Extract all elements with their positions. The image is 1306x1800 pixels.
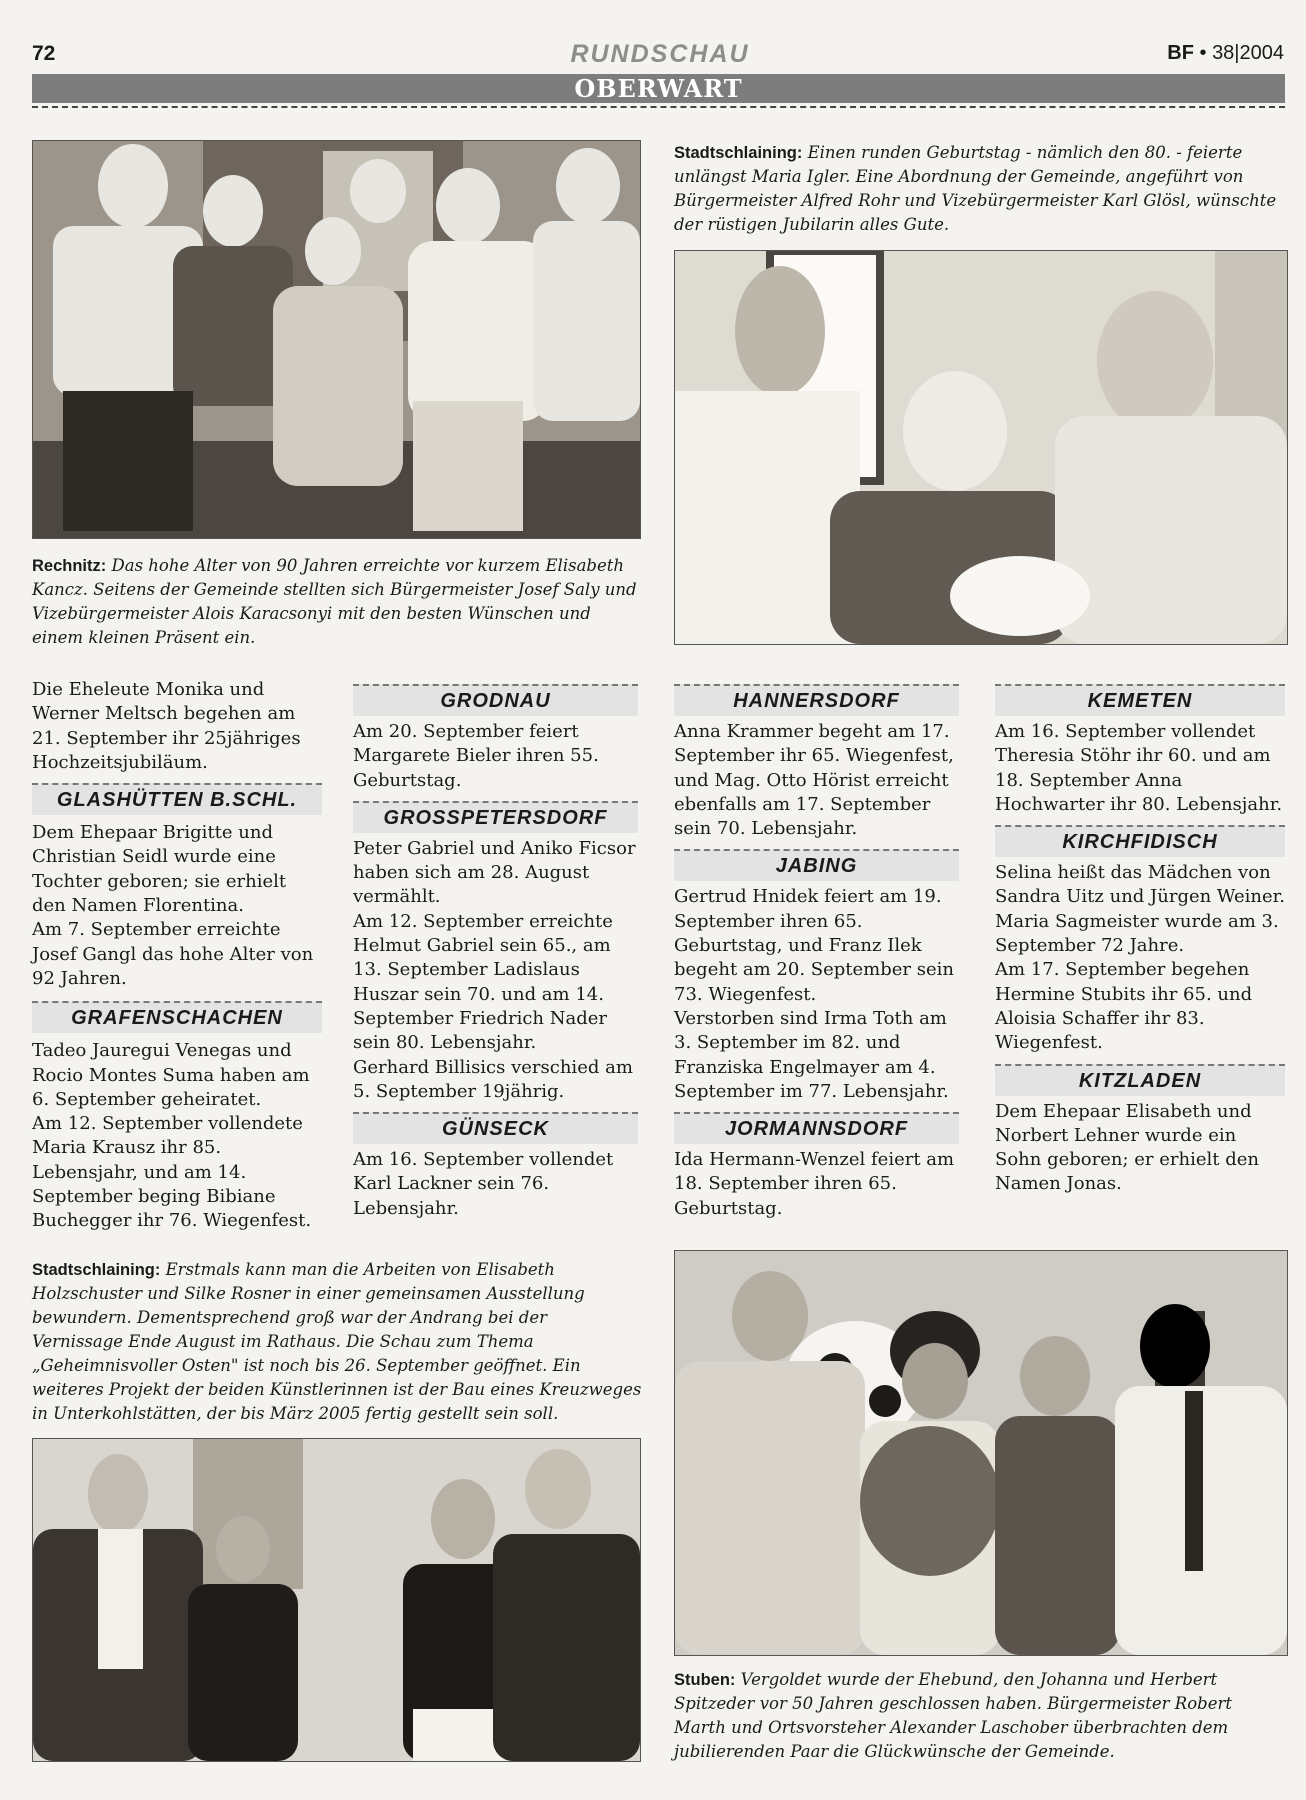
caption-place: Stadtschlaining: bbox=[674, 144, 803, 162]
news-item: Am 7. September erreichte Josef Gangl das hohe Alter von 92 Jahren. bbox=[32, 919, 314, 989]
banner-divider bbox=[32, 106, 1285, 108]
caption-stadtschlaining-top bbox=[674, 141, 1286, 237]
news-item: Maria Sagmeister wurde am 3. September 72 Jahre. bbox=[995, 910, 1279, 957]
section-heading-glashuetten: GLASHÜTTEN B.SCHL. bbox=[32, 783, 322, 815]
caption-stuben bbox=[674, 1668, 1286, 1764]
caption-text: Einen runden Geburtstag - nämlich den 80. - feierte unlängst Maria Igler. Eine Abordnung der Gemeinde, angeführt von Bürgermeister Alfred Rohr und Vizebürgermeister Karl Glösl, wünschte der rüstigen Jubilarin alles Gute. bbox=[674, 143, 1277, 234]
caption-stadtschlaining-bottom bbox=[32, 1258, 642, 1426]
caption-place: Rechnitz: bbox=[32, 557, 107, 575]
news-item: Am 16. September vollendet Theresia Stöhr ihr 60. und am 18. September Anna Hochwarter ihr 80. Lebensjahr. bbox=[995, 721, 1283, 815]
photo-stuben bbox=[674, 1250, 1288, 1656]
section-heading-guenseck: GÜNSECK bbox=[353, 1112, 638, 1144]
publication-title: RUNDSCHAU bbox=[570, 40, 750, 68]
brand-logo: BF bbox=[1167, 42, 1194, 64]
caption-text: Vergoldet wurde der Ehebund, den Johanna und Herbert Spitzeder vor 50 Jahren geschlossen haben. Bürgermeister Robert Marth und Ortsvorsteher Alexander Laschober überbrachten dem jubilierenden Paar die Glückwünsche der Gemeinde. bbox=[674, 1670, 1233, 1761]
news-item: Dem Ehepaar Elisabeth und Norbert Lehner wurde ein Sohn geboren; er erhielt den Namen Jonas. bbox=[995, 1100, 1259, 1195]
caption-place: Stuben: bbox=[674, 1671, 736, 1689]
section-heading-kitzladen: KITZLADEN bbox=[995, 1064, 1285, 1096]
section-heading-grosspetersdorf: GROSSPETERSDORF bbox=[353, 801, 638, 833]
section-heading-jormannsdorf: JORMANNSDORF bbox=[674, 1112, 959, 1144]
photo-rechnitz bbox=[32, 140, 641, 539]
page-number: 72 bbox=[32, 42, 56, 65]
news-item: Am 16. September vollendet Karl Lackner sein 76. Lebensjahr. bbox=[353, 1149, 614, 1219]
section-heading-kirchfidisch: KIRCHFIDISCH bbox=[995, 825, 1285, 857]
section-heading-grafenschachen: GRAFENSCHACHEN bbox=[32, 1001, 322, 1033]
caption-place: Stadtschlaining: bbox=[32, 1261, 161, 1279]
news-item: Die Eheleute Monika und Werner Meltsch begehen am 21. September ihr 25jähriges Hochzeitsjubiläum. bbox=[32, 679, 301, 773]
news-item: Am 12. September erreichte Helmut Gabriel sein 65., am 13. September Ladislaus Huszar sein 70. und am 14. September Friedrich Nader sein 80. Lebensjahr. bbox=[353, 910, 613, 1054]
issue-number: 38|2004 bbox=[1212, 42, 1284, 64]
news-item: Peter Gabriel und Aniko Ficsor haben sich am 28. August vermählt. bbox=[353, 837, 636, 908]
news-item: Selina heißt das Mädchen von Sandra Uitz und Jürgen Weiner. bbox=[995, 862, 1285, 908]
section-heading-grodnau: GRODNAU bbox=[353, 684, 638, 716]
column-4 bbox=[995, 684, 1285, 1197]
news-item: Ida Hermann-Wenzel feiert am 18. September ihren 65. Geburtstag. bbox=[674, 1149, 955, 1219]
news-item: Am 12. September vollendete Maria Krausz ihr 85. Lebensjahr, und am 14. September beging Bibiane Buchegger ihr 76. Wiegenfest. bbox=[32, 1113, 312, 1232]
news-item: Gertrud Hnidek feiert am 19. September ihren 65. Geburtstag, und Franz Ilek begeht am 20. September sein 73. Wiegenfest. bbox=[674, 886, 954, 1005]
news-item: Am 20. September feiert Margarete Bieler ihren 55. Geburtstag. bbox=[353, 721, 599, 791]
photo-stadtschlaining-top bbox=[674, 250, 1288, 645]
column-3 bbox=[674, 684, 959, 1221]
separator: • bbox=[1199, 42, 1207, 64]
caption-text: Das hohe Alter von 90 Jahren erreichte vor kurzem Elisabeth Kancz. Seitens der Gemeinde stellten sich Bürgermeister Josef Saly und Vizebürgermeister Alois Karacsonyi mit den besten Wünschen und einem kleinen Präsent ein. bbox=[32, 556, 637, 647]
caption-rechnitz bbox=[32, 554, 639, 650]
issue-info bbox=[1167, 42, 1284, 65]
news-item: Tadeo Jauregui Venegas und Rocio Montes Suma haben am 6. September geheiratet. bbox=[32, 1040, 310, 1110]
caption-text: Erstmals kann man die Arbeiten von Elisabeth Holzschuster und Silke Rosner in einer gemeinsamen Ausstellung bewundern. Dementsprechend groß war der Andrang bei der Vernissage Ende August im Rathaus. Die Schau zum Thema „Geheimnisvoller Osten" ist noch bis 26. September geöffnet. Ein weiteres Projekt der beiden Künstlerinnen ist der Bau eines Kreuzweges in Unterkohlstätten, der bis März 2005 fertig gestellt sein soll. bbox=[32, 1260, 642, 1423]
news-item: Am 17. September begehen Hermine Stubits ihr 65. und Aloisia Schaffer ihr 83. Wiegenfest. bbox=[995, 959, 1253, 1054]
section-heading-kemeten: KEMETEN bbox=[995, 684, 1285, 716]
news-item: Gerhard Billisics verschied am 5. September 19jährig. bbox=[353, 1056, 633, 1102]
section-heading-jabing: JABING bbox=[674, 849, 959, 881]
news-item: Verstorben sind Irma Toth am 3. September im 82. und Franziska Engelmayer am 4. September im 77. Lebensjahr. bbox=[674, 1007, 949, 1102]
news-item: Anna Krammer begeht am 17. September ihr 65. Wiegenfest, und Mag. Otto Hörist erreicht ebenfalls am 17. September sein 70. Lebensjahr. bbox=[674, 721, 954, 840]
section-heading-hannersdorf: HANNERSDORF bbox=[674, 684, 959, 716]
column-2 bbox=[353, 684, 638, 1221]
section-banner: OBERWART bbox=[32, 74, 1285, 103]
news-item: Dem Ehepaar Brigitte und Christian Seidl wurde eine Tochter geboren; sie erhielt den Namen Florentina. bbox=[32, 822, 287, 917]
column-1 bbox=[32, 678, 322, 1234]
photo-stadtschlaining-bottom bbox=[32, 1438, 641, 1762]
